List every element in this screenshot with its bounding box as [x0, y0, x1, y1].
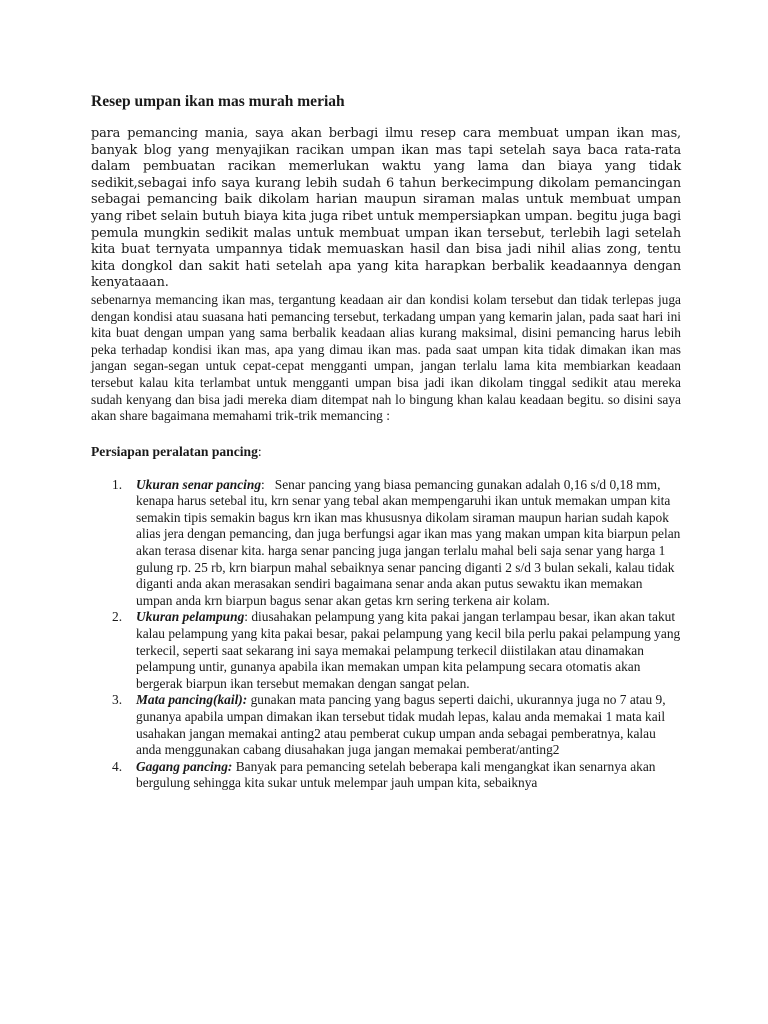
intro-paragraph-1: para pemancing mania, saya akan berbagi ilmu resep cara membuat umpan ikan mas, banyak blog yang menyajikan racikan umpan ikan mas tapi setelah saya baca rata-rata dalam pembuatan racikan memerlukan waktu yang lama dan biaya yang tidak sedikit,sebagai info saya kurang lebih sudah 6 tahun berkecimpung dikolam pemancingan sebagai pemancing baik dikolam harian maupun siraman malas untuk membuat umpan yang ribet selain butuh biaya kita juga ribet untuk mempersiapkan umpan. begitu juga bagi pemula mungkin sedikit malas untuk membuat umpan ikan tersebut, terlebih lagi setelah kita buat ternyata umpannya tidak memuaskan hasil dan bisa jadi nihil alias zong, tentu kita dongkol dan sakit hati setelah apa yang kita harapkan berbalik keadaannya dengan kenyataaan. — [91, 126, 681, 291]
list-item-separator: : — [261, 476, 265, 492]
list-item-text: Senar pancing yang biasa pemancing gunakan adalah 0,16 s/d 0,18 mm, kenapa harus setebal itu, krn senar yang tebal akan mempengaruhi ikan untuk memakan umpan kita semakin tipis semakin bagus krn ikan mas khususnya dikolam siraman maupun harian sudah kapok alias jera dengan pemancing, dan juga berfungsi agar ikan mas yang makan umpan kita biarpun pelan akan terasa disenar kita. harga senar pancing juga jangan terlalu mahal beli saja senar yang harga 1 gulung rp. 25 rb, krn biarpun mahal sebaiknya senar pancing diganti 2 s/d 3 bulan sekali, kalau tidak diganti anda akan merasakan sendiri bagaimana senar anda akan putus sewaktu ikan memakan umpan anda krn biarpun bagus senar akan getas krn sering terkena air kolam. — [136, 476, 684, 608]
list-item-separator: : — [244, 609, 249, 625]
intro-paragraph-2: sebenarnya memancing ikan mas, tergantung keadaan air dan kondisi kolam tersebut dan tidak terlepas juga dengan kondisi atau suasana hati pemancing tersebut, terkadang umpan yang kemarin jalan, pada saat hari ini kita buat dengan umpan yang sama berbalik keadaan alias kurang maksimal, disini pemancing harus lebih peka terhadap kondisi ikan mas, apa yang dimau ikan mas. pada saat umpan kita tidak dimakan ikan mas jangan segan-segan untuk cepat-cepat mengganti umpan, jangan terlalu lama kita membiarkan keadaan tersebut kalau kita terlambat untuk mengganti umpan bisa jadi ikan dikolam tinggal sedikit atau mereka sudah kenyang dan bisa jadi mereka diam ditempat nah lo bingung khan kalau keadaan begitu. so disini saya akan share bagaimana memahami trik-trik memancing : — [91, 291, 681, 424]
section-heading-text: Persiapan peralatan pancing — [91, 443, 258, 459]
equipment-list — [91, 476, 684, 792]
list-item-term: Gagang pancing: — [136, 758, 233, 774]
list-item-term: Ukuran senar pancing — [136, 476, 262, 492]
list-item-text: diusahakan pelampung yang kita pakai jangan terlampau besar, ikan akan takut kalau pelampung yang kita pakai besar, pakai pelampung yang kecil bila perlu pakai pelampung yang terkecil, seperti saat sekarang ini saya memakai pelampung terkecil diistilakan atau dinamakan pelampung untir, gunanya apabila ikan memakan umpan kita pelampung secara otomatis akan bergerak biarpun ikan tersebut memakan dengan sangat pelan. — [136, 609, 681, 691]
list-item — [91, 692, 681, 758]
list-item-number: 3. — [112, 692, 123, 708]
list-item-text: gunakan mata pancing yang bagus seperti daichi, ukurannya juga no 7 atau 9, gunanya apabila umpan dimakan ikan tersebut tidak mudah lepas, kalau anda memakai 1 mata kail usahakan jangan memakai anting2 atau pemberat cukup umpan anda sebagai pemberatnya, kalau anda menggunakan cabang diusahakan juga jangan memakai pemberat/anting2 — [136, 692, 666, 758]
section-heading — [91, 443, 681, 460]
list-item — [91, 759, 681, 792]
document-page — [91, 92, 684, 792]
list-item-term: Ukuran pelampung — [136, 609, 245, 625]
list-item-number: 1. — [112, 476, 123, 492]
list-item-term: Mata pancing(kail): — [136, 692, 248, 708]
list-item — [91, 476, 684, 610]
document-title: Resep umpan ikan mas murah meriah — [91, 93, 345, 110]
list-item-text: Banyak para pemancing setelah beberapa kali mengangkat ikan senarnya akan bergulung sehingga kita sukar untuk melempar jauh umpan kita, sebaiknya — [136, 758, 656, 791]
list-item-number: 2. — [112, 609, 123, 625]
list-item-number: 4. — [112, 758, 123, 774]
list-item — [91, 609, 681, 692]
section-heading-colon: : — [257, 443, 262, 459]
